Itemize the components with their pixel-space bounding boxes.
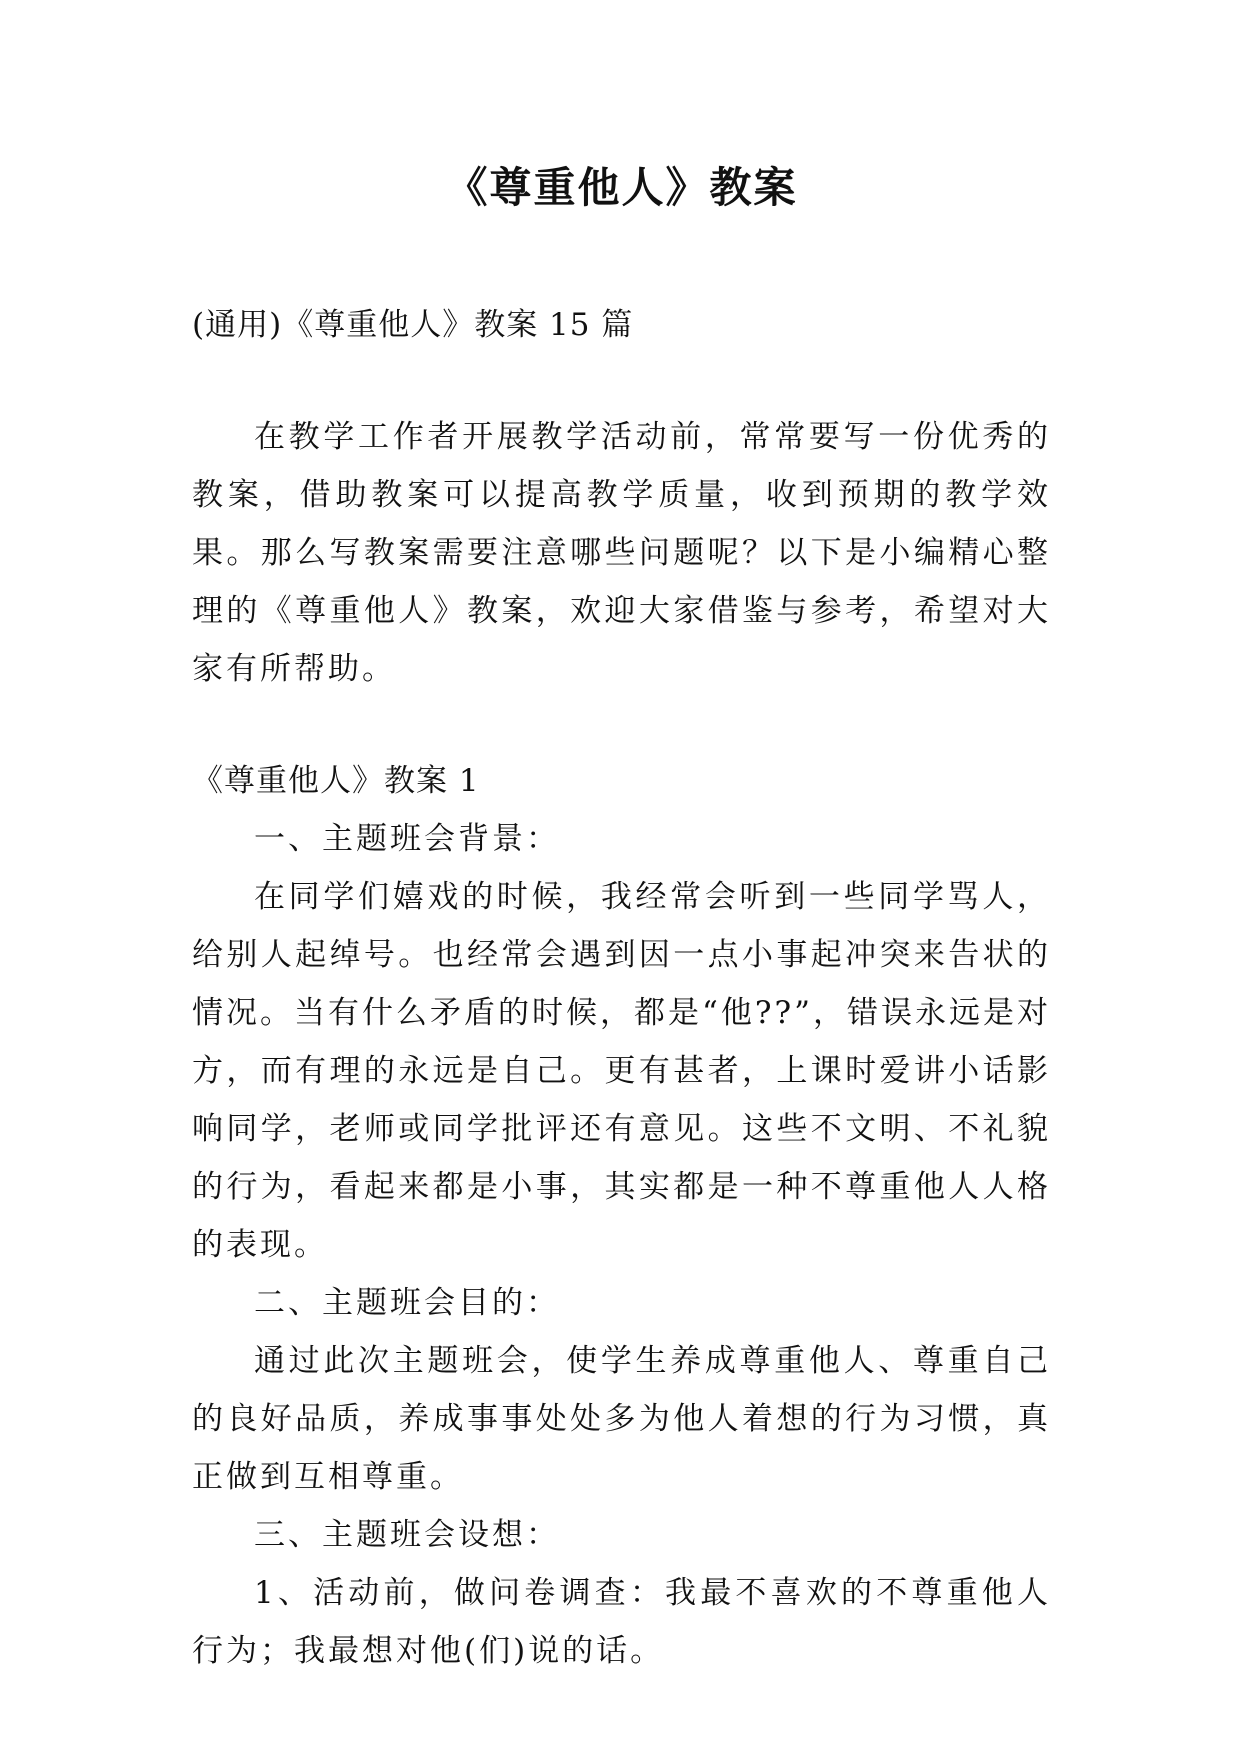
section-heading: 《尊重他人》教案 1 <box>192 763 480 799</box>
document-title: 《尊重他人》教案 <box>445 163 798 212</box>
document-subtitle: (通用)《尊重他人》教案 15 篇 <box>192 307 634 343</box>
background-heading: 一、主题班会背景： <box>254 821 560 857</box>
background-paragraph: 在同学们嬉戏的时候，我经常会听到一些同学骂人，给别人起绰号。也经常会遇到因一点小事起冲突来告状的情况。当有什么矛盾的时候，都是“他??”，错误永远是对方，而有理的永远是自己。更有甚者，上课时爱讲小话影响同学，老师或同学批评还有意见。这些不文明、不礼貌的行为，看起来都是小事，其实都是一种不尊重他人人格的表现。 <box>192 879 1051 1263</box>
purpose-paragraph: 通过此次主题班会，使学生养成尊重他人、尊重自己的良好品质，养成事事处处多为他人着想的行为习惯，真正做到互相尊重。 <box>192 1343 1051 1495</box>
purpose-heading: 二、主题班会目的： <box>254 1285 560 1321</box>
plan-item-1: 1、活动前，做问卷调查：我最不喜欢的不尊重他人行为；我最想对他(们)说的话。 <box>192 1575 1051 1669</box>
intro-paragraph: 在教学工作者开展教学活动前，常常要写一份优秀的教案，借助教案可以提高教学质量，收到预期的教学效果。那么写教案需要注意哪些问题呢？以下是小编精心整理的《尊重他人》教案，欢迎大家借鉴与参考，希望对大家有所帮助。 <box>192 419 1051 687</box>
plan-heading: 三、主题班会设想： <box>254 1517 560 1553</box>
